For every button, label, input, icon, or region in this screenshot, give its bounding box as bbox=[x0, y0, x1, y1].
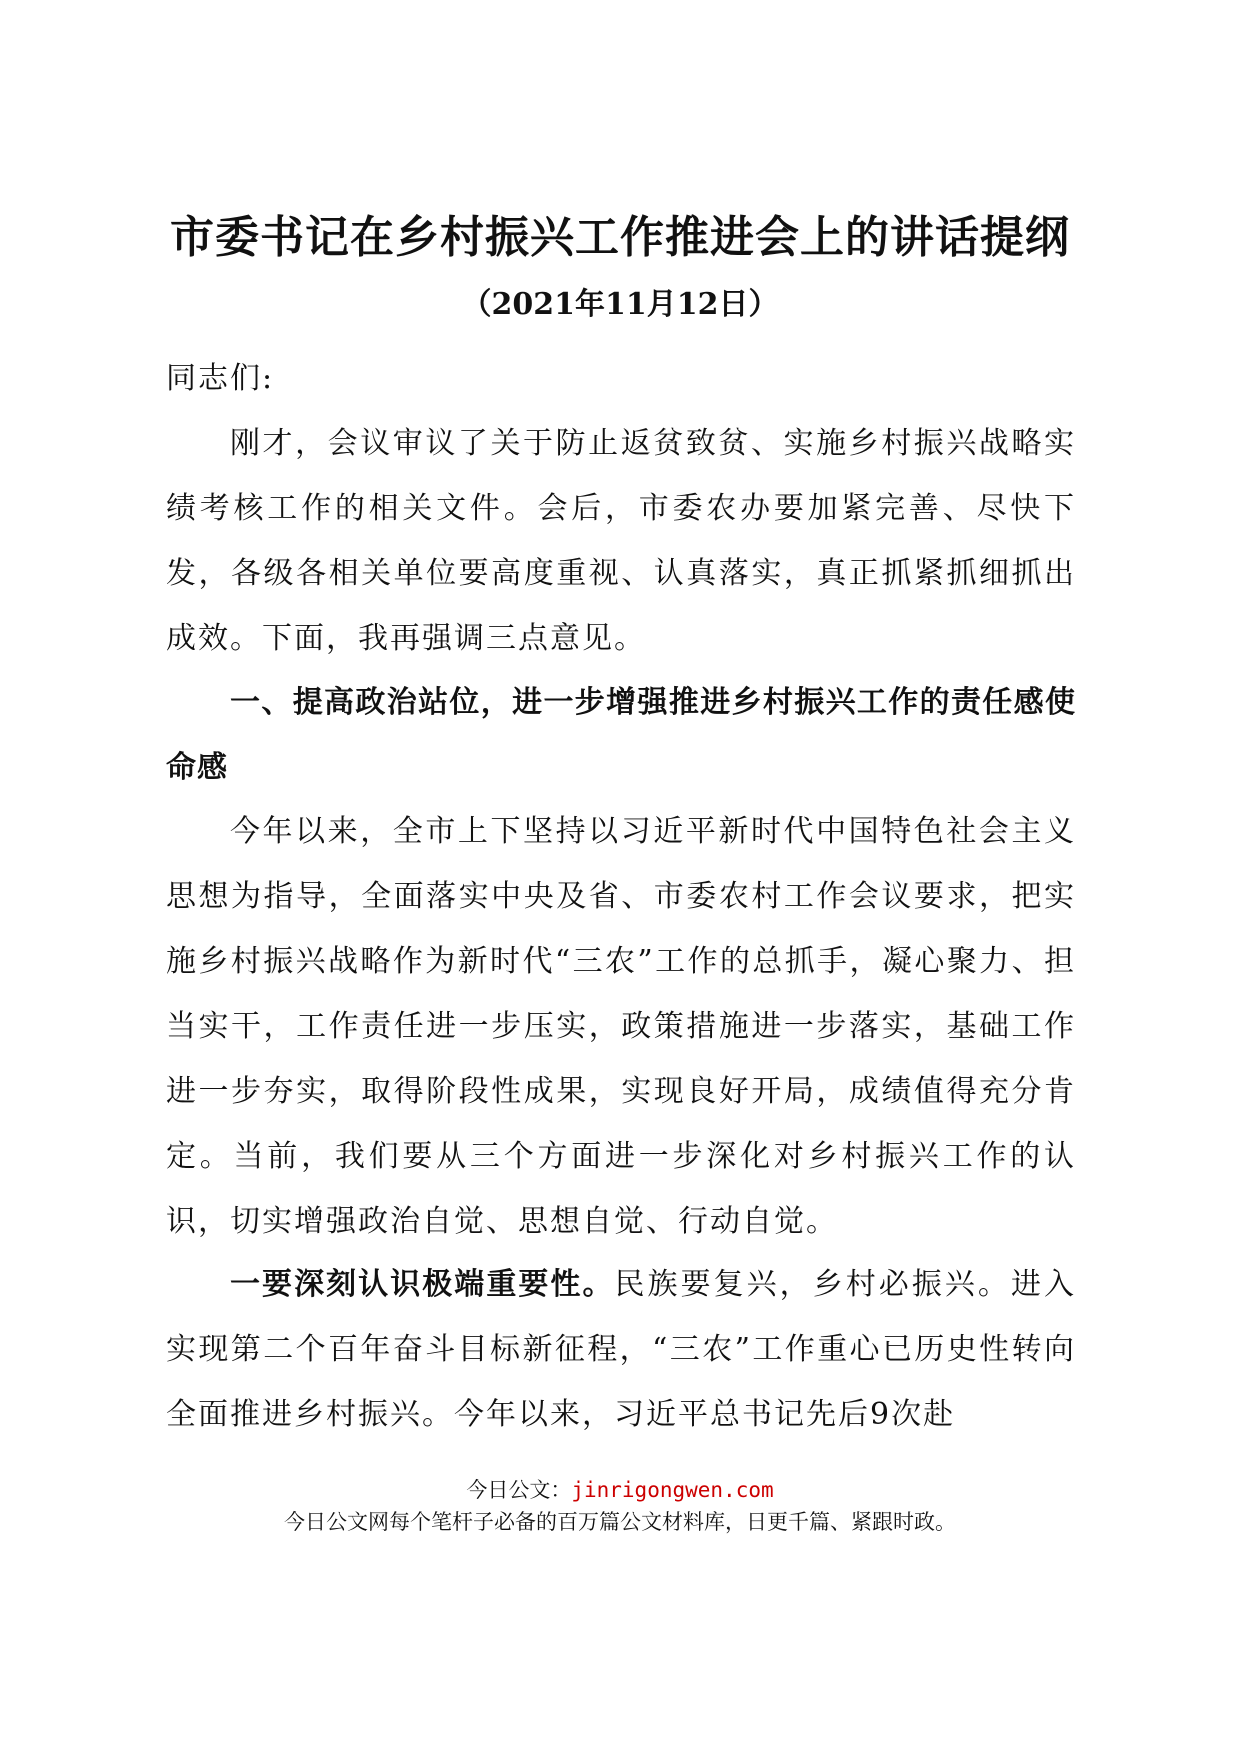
paragraph-section-one: 今年以来，全市上下坚持以习近平新时代中国特色社会主义思想为指导，全面落实中央及省、市委农村工作会议要求，把实施乡村振兴战略作为新时代“三农”工作的总抓手，凝心聚力、担当实干，工作责任进一步压实，政策措施进一步落实，基础工作进一步夯实，取得阶段性成果，实现良好开局，成绩值得充分肯定。当前，我们要从三个方面进一步深化对乡村振兴工作的认识，切实增强政治自觉、思想自觉、行动自觉。 bbox=[166, 814, 1076, 1239]
footer-slogan: 今日公文网每个笔杆子必备的百万篇公文材料库，日更千篇、紧跟时政。 bbox=[284, 1510, 956, 1534]
paragraph-point-one bbox=[166, 1252, 1076, 1447]
footer-site-link[interactable]: jinrigongwen.com bbox=[571, 1478, 774, 1502]
footer-source-label: 今日公文： bbox=[466, 1478, 572, 1502]
paragraph-opening: 刚才，会议审议了关于防止返贫致贫、实施乡村振兴战略实绩考核工作的相关文件。会后，市委农办要加紧完善、尽快下发，各级各相关单位要高度重视、认真落实，真正抓紧抓细抓出成效。下面，我再强调三点意见。 bbox=[166, 426, 1076, 656]
document-title: 市委书记在乡村振兴工作推进会上的讲话提纲 bbox=[170, 212, 1070, 263]
section-heading-one: 一、提高政治站位，进一步增强推进乡村振兴工作的责任感使命感 bbox=[166, 685, 1076, 785]
point-one-text: 民族要复兴，乡村必振兴。进入实现第二个百年奋斗目标新征程，“三农”工作重心已历史性转向全面推进乡村振兴。今年以来，习近平总书记先后9次赴 bbox=[166, 1267, 1077, 1432]
salutation: 同志们: bbox=[166, 361, 275, 396]
document-date: （2021年11月12日） bbox=[461, 287, 779, 322]
footer-source bbox=[0, 1475, 1240, 1505]
point-one-lead: 一要深刻认识极端重要性。 bbox=[230, 1267, 615, 1302]
